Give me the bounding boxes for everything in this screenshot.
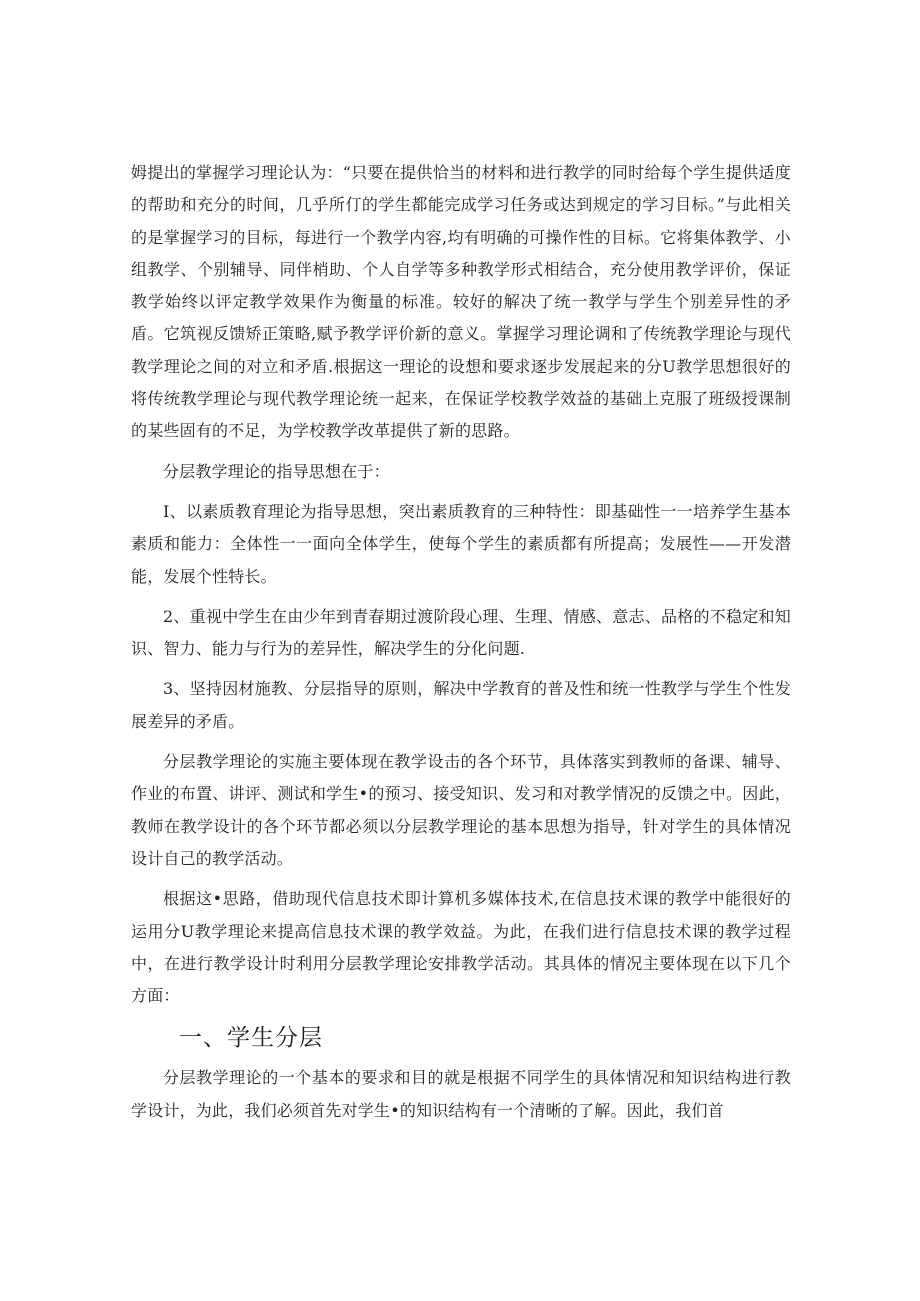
paragraph-implementation: 分层教学理论的实施主要体现在教学设击的各个环节，具体落实到教师的备课、辅导、作业的布置、讲评、测试和学生•的预习、接受知识、发习和对教学情况的反馈之中。因此，教师在教学设计的各个环节都必须以分层教学理论的基本思想为指导，针对学生的具体情况设计自己的教学活动。 [131, 752, 791, 868]
document-body [131, 157, 791, 1135]
paragraph-guiding-idea-1: I、以素质教育理论为指导思想，突出素质教育的三种特性：即基础性一一培养学生基本素质和能力：全体性一一面向全体学生，使每个学生的素质都有所提高；发展性——开发潜能，发展个性特长。 [131, 501, 791, 586]
paragraph-guiding-idea-2: 2、重视中学生在由少年到青春期过渡阶段心理、生理、情感、意志、品格的不稳定和知识、智力、能力与行为的差异性，解决学生的分化问题. [131, 606, 791, 659]
section-heading-student-layering: 一、学生分层 [179, 1025, 323, 1052]
paragraph-guiding-ideas-intro: 分层教学理论的指导思想在于： [163, 461, 390, 481]
paragraph-it-course: 根据这•思路，借助现代信息技术即计算机多媒体技术,在信息技术课的教学中能很好的运用分U教学理论来提高信息技术课的教学效益。为此，在我们进行信息技术课的教学过程中，在进行教学设计时利用分层教学理论安排教学活动。其具体的情况主要体现在以下几个方面： [131, 889, 791, 1006]
paragraph-guiding-idea-3: 3、坚持因材施教、分层指导的原则，解决中学教育的普及性和统一性教学与学生个性发展差异的矛盾。 [131, 679, 791, 731]
paragraph-mastery-learning: 姆提出的掌握学习理论认为：“只要在提供恰当的材料和进行教学的同时给每个学生提供适度的帮助和充分的时间，几乎所仃的学生都能完成学习任务或达到规定的学习目标。”与此相关的是掌握学习的目标，每进行一个教学内容,均有明确的可操作性的目标。它将集体教学、小组教学、个别辅导、同伴梢助、个人自学等多种教学形式相结合，充分使用教学评价，保证教学始终以评定教学效果作为衡量的标准。较好的解决了统一教学与学生个别差异性的矛盾。它筑视反馈矫正策略,赋予教学评价新的意义。掌握学习理论调和了传统教学理论与现代教学理论之间的对立和矛盾.根据这一理论的设想和要求逐步发展起来的分U教学思想很好的将传统教学理论与现代教学理论统一起来，在保证学校教学效益的基础上克服了班级授课制的某些固有的不足，为学校教学改革提供了新的思路。 [131, 163, 791, 441]
paragraph-student-layering: 分层教学理论的一个基本的要求和目的就是根据不同学生的具体情况和知识结构进行教学设计，为此，我们必须首先对学生•的知识结构有一个清晰的了解。因此，我们首 [131, 1068, 791, 1120]
